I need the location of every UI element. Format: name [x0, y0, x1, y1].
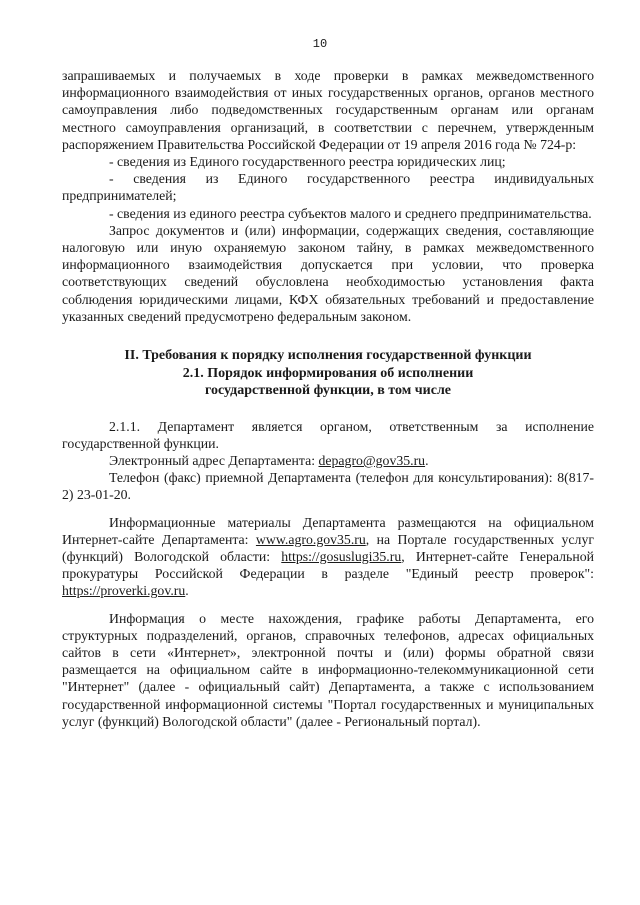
request-paragraph: Запрос документов и (или) информации, содержащих сведения, составляющие налоговую или иную охраняемую законом тайну, в рамках межведомственного информационного взаимодействия допускается при условии, что проверка соответствующих сведений обусловлена необходимостью установления факта соблюдения юридическими лицами, КФХ обязательных требований и предоставление указанных сведений предусмотрено федеральным законом. [62, 222, 594, 324]
email-label: Электронный адрес Департамента: [109, 452, 319, 468]
section-heading [62, 347, 594, 400]
section-title: II. Требования к порядку исполнения государственной функции [124, 348, 532, 364]
intro-paragraph: запрашиваемых и получаемых в ходе проверки в рамках межведомственного информационного взаимодействия от иных государственных органов, органов местного самоуправления либо подведомственных государственным органам или органам местного самоуправления организаций, в соответствии с перечнем, утвержденным распоряжением Правительства Российской Федерации от 19 апреля 2016 года № 724-р: [62, 68, 594, 152]
email-link[interactable]: depagro@gov35.ru [318, 452, 426, 468]
page-number: 10 [312, 37, 328, 51]
subsection-title-line2: государственной функции, в том числе [204, 383, 452, 399]
list-item: - сведения из Единого государственного реестра индивидуальных предпринимателей; [62, 171, 594, 204]
list-item: - сведения из Единого государственного реестра юридических лиц; [109, 154, 506, 170]
location-paragraph: Информация о месте нахождения, графике работы Департамента, его структурных подразделений, органов, справочных телефонов, адресах официальных сайтов в сети «Интернет», электронной почты и (или) формы обратной связи размещается на официальном сайте в информационно-телекоммуникационной сети "Интернет" (далее - официальный сайт) Департамента, а также с использованием государственной информационной системы "Портал государственных и муниципальных услуг (функций) Вологодской области" (далее - Региональный портал). [62, 610, 594, 729]
gosuslugi-link[interactable]: https://gosuslugi35.ru [281, 548, 402, 564]
subsection-title-line1: 2.1. Порядок информирования об исполнении [182, 365, 474, 381]
phone-paragraph: Телефон (факс) приемной Департамента (телефон для консультирования): 8(817-2) 23-01-20. [62, 470, 594, 503]
document-body [62, 67, 594, 730]
email-paragraph: Электронный адрес Департамента: depagro@gov35.ru. [109, 452, 429, 468]
agro-site-link[interactable]: www.agro.gov35.ru [255, 531, 366, 547]
info-materials-paragraph: Информационные материалы Департамента размещаются на официальном Интернет-сайте Департамента: www.agro.gov35.ru, на Портале государственных услуг (функций) Вологодской области: https://gosuslugi35.ru, Интернет-сайте Генеральной прокуратуры Российской Федерации в разделе "Единый реестр проверок": https://proverki.gov.ru. [62, 514, 595, 599]
list-item: - сведения из единого реестра субъектов малого и среднего предпринимательства. [109, 205, 592, 221]
proverki-link[interactable]: https://proverki.gov.ru [62, 583, 186, 599]
department-paragraph: 2.1.1. Департамент является органом, ответственным за исполнение государственной функции. [62, 418, 594, 451]
